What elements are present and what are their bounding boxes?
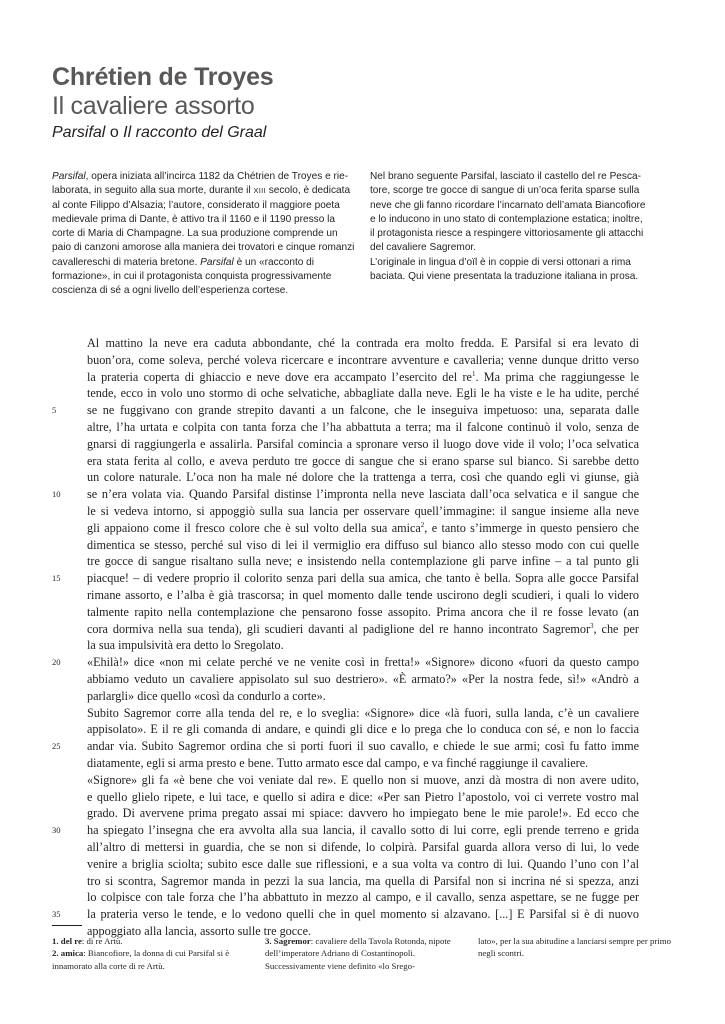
prose-line-text: le si vedeva intorno, si appoggiò sulla sua lancia per osservare quell’immagine: il sangue insieme alla neve (87, 503, 639, 518)
prose-line (87, 789, 639, 806)
prose-line (87, 537, 639, 554)
prose-line-text: ha spiegato l’insegna che era avvolta alla sua lancia, il cavallo sotto di lui corre, egli prende terreno e grida (87, 823, 639, 838)
footnote-text: : di re Artù. (81, 936, 123, 946)
prose-line (87, 671, 639, 688)
line-number: 5 (52, 405, 57, 416)
prose-line (87, 772, 639, 789)
footnote-ref: 2 (420, 520, 425, 529)
footnotes-column-2 (265, 935, 465, 972)
intro-right-paragraph-2: L’originale in lingua d’oïl è in coppie di versi ottonari a rima baciata. Qui viene presentata la traduzione italiana in prosa. (370, 256, 639, 283)
prose-line-text: piacque! – di vedere proprio il colorito senza pari della sua amica, che tanto è bella. Sopra alle gocce Parsifal (87, 571, 639, 586)
prose-line-text: se n’era volata via. Quando Parsifal distinse l’impronta nella neve lasciata dall’oca selvatica e il sangue che (87, 487, 639, 502)
prose-line-text: se ne fuggivano con grande strepito davanti a un falcone, che le inseguiva impetuoso: una, separata dalle (87, 403, 639, 418)
line-number: 15 (52, 573, 61, 584)
footnote-divider (52, 925, 82, 926)
intro-text: secolo, è dedicata al conte Filippo d’Alsazia; l’autore, considerato il maggiore poeta medievale prima di Dante, è attivo tra il 1160 e il 1190 presso la corte di Maria di Champagne. La sua produzione comprende un paio di canzoni amorose alla maniera dei trovatori e cinque romanzi cavallereschi di materia bretone. (52, 185, 355, 268)
prose-line (52, 906, 639, 923)
prose-line-text-cont: . Ma prima che raggiungesse le (475, 369, 639, 384)
prose-line (87, 705, 639, 722)
line-number: 20 (52, 657, 61, 668)
prose-line-text: diatamente, egli si arma presto e bene. Tutto armato esce dal campo, e va finché raggiunge il cavaliere. (87, 755, 589, 770)
footnote-2 (52, 947, 248, 972)
prose-line-text: e quello glielo ripete, e lui tace, e quello si adira e dice: «Per san Pietro l’apostolo, voi ci verrete vostro mal (87, 789, 639, 804)
prose-line-text: «Signore» gli fa «è bene che voi veniate dal re». E quello non si muove, anzi dà mostra di non avere udito, (87, 772, 639, 787)
prose-line-text: all’altro di mettersi in guardia, che se non si difende, lo colpirà. Parsifal guarda allora verso di lui, lo vede (87, 839, 639, 854)
prose-line (87, 503, 639, 520)
footnote-label: 3. Sagremor (265, 936, 311, 946)
prose-line-text: era stata ferita al collo, e aveva perduto tre gocce di sangue che si erano sparse sul bianco. Si sarebbe detto (87, 453, 639, 468)
prose-line (52, 486, 639, 503)
intro-right-paragraph-1: Nel brano seguente Parsifal, lasciato il castello del re Pescatore, scorge tre gocce di sangue di un’oca ferita sparse sulla neve che gli fanno ricordare l’incarnato dell’amata Biancofiore e lo inducono in uno stato di contemplazione estatica; inoltre, il protagonista riesce a respingere vittoriosamente gli attacchi del cavaliere Sagremor. (370, 171, 646, 254)
prose-line (87, 604, 639, 621)
prose-line-text: «Ehilà!» dice «non mi celate perché ve ne venite così in fretta!» «Signore» dicono «fuori da questo campo (87, 655, 639, 670)
prose-line-text: abbiamo veduto un cavaliere appisolato sul suo destriero». «È armato?» «Per la nostra fede, sì!» «Andrò a (87, 671, 639, 686)
prose-line (87, 520, 639, 537)
prose-line-text: andar via. Subito Sagremor ordina che si porti fuori il suo cavallo, e chiede le sue armi; così fu fatto imme (87, 739, 639, 754)
footnote-label: 2. amica (52, 948, 84, 959)
prose-line-text: appoggiato alla lancia, assorto sulle tre gocce. (87, 923, 312, 938)
prose-line (52, 738, 639, 755)
footnote-ref: 3 (590, 621, 594, 630)
subtitle-part-a: Parsifal (52, 124, 106, 141)
prose-line (87, 587, 639, 604)
prose-line (87, 369, 639, 386)
prose-line-text: la prateria coperta di ghiaccio e neve dove era accampato l’esercito del re (87, 369, 472, 384)
prose-line-text: buon’ora, come soleva, perché voleva ricercare e incontrare avventure e cavalleria; venne dunque dritto verso (87, 352, 639, 367)
prose-line-text: tende, ecco in volo uno stormo di oche selvatiche, abbagliate dalla neve. Egli le ha viste e le ha udite, perché (87, 386, 639, 401)
prose-line (87, 856, 639, 873)
prose-line (52, 570, 639, 587)
footnote-ref: 1 (471, 369, 476, 378)
prose-line-text: la prateria verso le tende, e lo vedono quelli che in quel momento si alzavano. [...] E Parsifal si è di nuovo (87, 907, 639, 922)
prose-line-text: dimentica se stesso, perché sul viso di lei il vermiglio era diffuso sul bianco allo stesso modo con cui quelle (87, 537, 639, 552)
intro-text: , opera iniziata all’incirca 1182 da Chétrien de Troyes e rielaborata, in seguito alla sua morte, durante il (52, 171, 349, 197)
prose-line-text: lo colpisce con tale forza che l’ha abbattuto in mezzo al campo, e il cavallo, senza aspettare, se ne fugge per (87, 890, 639, 905)
footnote-text: : Biancofiore, la donna di cui Parsifal si è innamorato alla corte di re Artù. (52, 948, 230, 971)
prose-line (52, 822, 639, 839)
prose-line (87, 637, 639, 654)
prose-line (87, 453, 639, 470)
subtitle-part-b: Il racconto del Graal (123, 124, 267, 141)
work-subtitle (52, 122, 672, 144)
footnote-3-continued: lato», per la sua abitudine a lanciarsi sempre per primo negli scontri. (478, 936, 671, 959)
intro-left-column (52, 170, 358, 299)
prose-line (87, 805, 639, 822)
footnotes-column-3 (478, 935, 678, 960)
prose-line (52, 402, 639, 419)
work-title: Il cavaliere assorto (52, 92, 255, 120)
prose-line-text: gli appaiono come il fresco colore che è sul volto della sua amica (87, 520, 421, 535)
line-number: 25 (52, 741, 61, 752)
prose-line-text: Al mattino la neve era caduta abbondante, ché la contrada era molto fredda. E Parsifal si era levato di (87, 336, 639, 350)
prose-text (52, 335, 639, 940)
prose-line-text: tre gocce di sangue risaltano sulla neve; e insistendo nella contemplazione gli parve infine – a tal punto gli (87, 554, 639, 569)
header (52, 62, 672, 144)
prose-line (87, 553, 639, 570)
line-number: 30 (52, 825, 61, 836)
line-number: 35 (52, 909, 61, 920)
intro-century: XIII (253, 186, 266, 196)
intro-work-title: Parsifal (52, 171, 86, 182)
prose-line-text: appisolato». E il re gli comanda di andare, e quindi gli dice e lo prega che lo conduca con sé, e non lo faccia (87, 722, 639, 737)
prose-line-text: altre, l’ha urtata e colpita con tanta forza che l’ha abbattuta a terra; ma il falcone continuò il volo, senza de (87, 419, 639, 434)
prose-line-text: cora dormiva nella sua tenda), gli scudieri davanti al padiglione del re hanno incontrato Sagremor (87, 621, 591, 636)
author-name: Chrétien de Troyes (52, 63, 274, 91)
prose-line (87, 419, 639, 436)
prose-line-text: la sua impulsività era detto lo Sregolato. (87, 638, 284, 653)
prose-line-text: venire a briglia sciolta; subito esce dalle sue riflessioni, e a sua volta va contro di lui. Quando l’uno con l’al (87, 856, 639, 871)
prose-line (87, 755, 639, 772)
intro-work-title: Parsifal (200, 256, 234, 268)
prose-line (87, 839, 639, 856)
prose-line (87, 352, 639, 369)
prose-line (87, 688, 639, 705)
footnote-label: 1. del re (52, 936, 82, 946)
prose-line-text: grado. Di avervene prima pregato assai mi spiace: davvero ho impiegato bene le mie parole!». Ed ecco che (87, 806, 639, 821)
prose-line-text: gnarsi di raggiungerla e assalirla. Parsifal comincia a spronare verso il luogo dove vide il volo; l’oca selvatica (87, 436, 639, 451)
footnote-text: : cavaliere della Tavola Rotonda, nipote dell’imperatore Adriano di Costantinopoli. Successivamente viene definito «lo Srego- (265, 936, 451, 971)
prose-line-text: rimane assorto, e l’alba è già trascorsa; in quel momento dalle tende uscirono degli scudieri, i quali lo videro (87, 587, 639, 602)
prose-line (87, 469, 639, 486)
prose-line (87, 721, 639, 738)
line-number: 10 (52, 489, 61, 500)
prose-line-text-cont: , che per (593, 621, 639, 636)
intro-text: è un «racconto di formazione», in cui il protagonista conquista progressivamente coscienza di sé a ogni livello dell’esperienza cortese. (52, 256, 332, 297)
prose-line-text-cont: , e tanto s’immerge in questo pensiero che (424, 520, 639, 535)
footnote-1 (52, 935, 248, 947)
prose-line (87, 873, 639, 890)
prose-line-text: talmente rapito nella contemplazione che pensarono fosse assopito. Prima ancora che il re fosse levato (an (87, 604, 639, 619)
footnote-3 (265, 935, 465, 972)
prose-line-text: parlargli» dice quello «così da condurlo a corte». (87, 688, 326, 703)
prose-line (87, 436, 639, 453)
prose-line (87, 889, 639, 906)
prose-line (87, 335, 639, 352)
prose-line-text: un colore naturale. L’oca non ha male né dolore che la trattenga a terra, così che quando egli vi giunse, già (87, 470, 639, 485)
prose-line (52, 654, 639, 671)
prose-line-text: tro si scontra, Sagremor manda in pezzi la sua lancia, ma quella di Parsifal non si incrina né si spezza, anzi (87, 873, 639, 888)
subtitle-separator: o (109, 124, 119, 141)
prose-line (87, 385, 639, 402)
prose-line-text: Subito Sagremor corre alla tenda del re, e lo sveglia: «Signore» dice «là fuori, sulla landa, c’è un cavaliere (87, 705, 639, 720)
intro-left-paragraph (52, 170, 358, 299)
intro-right-column (370, 170, 648, 284)
prose-line (87, 621, 639, 638)
footnotes-column-1 (52, 935, 248, 972)
